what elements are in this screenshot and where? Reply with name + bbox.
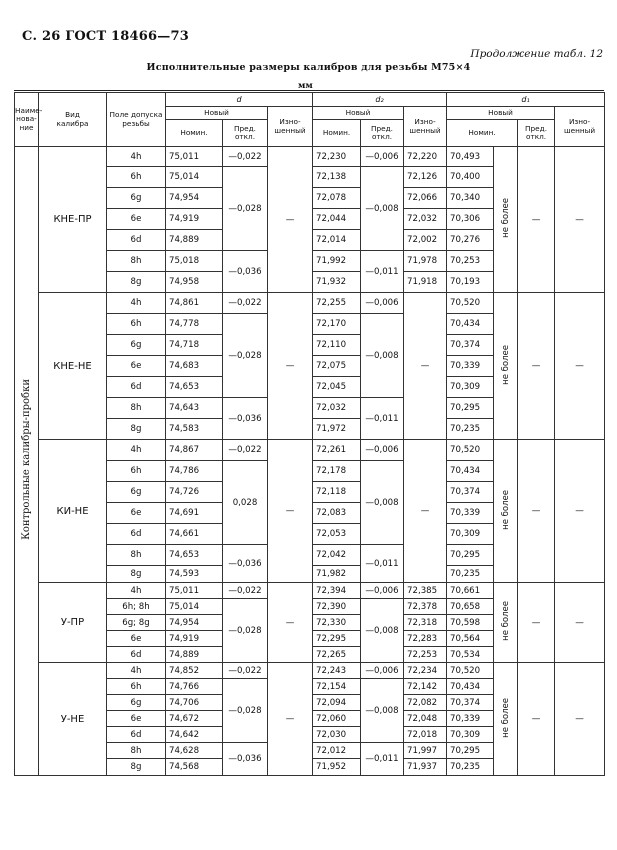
- d2-worn-cell: 72,082: [404, 695, 447, 711]
- d1-nom-cell: 70,295: [447, 545, 494, 566]
- d1-nom-cell: 70,306: [447, 209, 494, 230]
- tolerance-cell: 6h; 8h: [107, 599, 166, 615]
- d2-worn-cell: 72,378: [404, 599, 447, 615]
- d2-nom-cell: 71,972: [313, 419, 361, 440]
- not-more-cell: [494, 293, 518, 440]
- not-more-label: не более: [500, 697, 511, 738]
- tolerance-cell: 6h: [107, 461, 166, 482]
- tolerance-cell: 4h: [107, 583, 166, 599]
- d2-nom-cell: 72,045: [313, 377, 361, 398]
- gauge-type: У-ПР: [39, 583, 107, 663]
- d-nom-cell: 74,628: [166, 743, 223, 759]
- tolerance-cell: 8h: [107, 251, 166, 272]
- d-nom-cell: 75,011: [166, 583, 223, 599]
- d2-worn-cell: 72,385: [404, 583, 447, 599]
- d1-worn-cell: —: [555, 583, 605, 663]
- header-d2-worn: Изно- шенный: [404, 107, 447, 147]
- d2-nom-cell: 72,032: [313, 398, 361, 419]
- tolerance-cell: 6d: [107, 377, 166, 398]
- d-dev-cell: —0,028: [223, 679, 268, 743]
- table-row: [15, 440, 605, 461]
- d2-worn-cell: 72,048: [404, 711, 447, 727]
- gauge-type: У-НЕ: [39, 663, 107, 776]
- d-dev-cell: —0,036: [223, 398, 268, 440]
- d-nom-cell: 74,954: [166, 615, 223, 631]
- d1-nom-cell: 70,235: [447, 566, 494, 583]
- page-number: С. 26 ГОСТ 18466—73: [22, 29, 189, 44]
- header-name: Наиме- нова- ние: [15, 93, 39, 147]
- d1-nom-cell: 70,339: [447, 356, 494, 377]
- category-label: Контрольные калибры-пробки: [21, 379, 32, 540]
- d-nom-cell: 75,011: [166, 147, 223, 167]
- d2-nom-cell: 72,178: [313, 461, 361, 482]
- tolerance-cell: 6h: [107, 679, 166, 695]
- tolerance-cell: 6g: [107, 335, 166, 356]
- d-nom-cell: 74,683: [166, 356, 223, 377]
- d1-nom-cell: 70,374: [447, 482, 494, 503]
- d1-nom-cell: 70,434: [447, 461, 494, 482]
- d-dev-cell: —0,036: [223, 743, 268, 776]
- d-dev-cell: —0,036: [223, 545, 268, 583]
- tolerance-cell: 4h: [107, 293, 166, 314]
- d1-nom-cell: 70,564: [447, 631, 494, 647]
- d1-nom-cell: 70,374: [447, 695, 494, 711]
- d1-nom-cell: 70,309: [447, 377, 494, 398]
- d-dev-cell: 0,028: [223, 461, 268, 545]
- d1-nom-cell: 70,339: [447, 503, 494, 524]
- d1-worn-cell: —: [555, 147, 605, 293]
- d2-worn-cell: 72,283: [404, 631, 447, 647]
- tolerance-cell: 6d: [107, 727, 166, 743]
- d1-dev-cell: —: [518, 583, 555, 663]
- d2-dev-cell: —0,006: [361, 293, 404, 314]
- tolerance-cell: 6g: [107, 482, 166, 503]
- d2-dev-cell: —0,011: [361, 251, 404, 293]
- d1-nom-cell: 70,534: [447, 647, 494, 663]
- header-d2-nom: Номин.: [313, 120, 361, 147]
- d1-nom-cell: 70,253: [447, 251, 494, 272]
- d1-nom-cell: 70,295: [447, 398, 494, 419]
- d-nom-cell: 74,718: [166, 335, 223, 356]
- d2-worn-cell: 72,066: [404, 188, 447, 209]
- d-worn-cell: —: [268, 293, 313, 440]
- d1-nom-cell: 70,434: [447, 679, 494, 695]
- gauge-type: КНЕ-ПР: [39, 147, 107, 293]
- header-d-dev: Пред. откл.: [223, 120, 268, 147]
- d2-worn-cell: 71,997: [404, 743, 447, 759]
- header-d-new: Новый: [166, 107, 268, 120]
- d-nom-cell: 74,643: [166, 398, 223, 419]
- d2-nom-cell: 72,118: [313, 482, 361, 503]
- d1-nom-cell: 70,400: [447, 167, 494, 188]
- d-nom-cell: 74,852: [166, 663, 223, 679]
- d1-nom-cell: 70,235: [447, 419, 494, 440]
- header-d-worn: Изно- шенный: [268, 107, 313, 147]
- d-nom-cell: 74,726: [166, 482, 223, 503]
- d-nom-cell: 74,706: [166, 695, 223, 711]
- d2-worn-cell: 72,126: [404, 167, 447, 188]
- d2-worn-cell: 72,220: [404, 147, 447, 167]
- d1-nom-cell: 70,374: [447, 335, 494, 356]
- d-nom-cell: 74,583: [166, 419, 223, 440]
- tolerance-cell: 4h: [107, 440, 166, 461]
- d-worn-cell: —: [268, 147, 313, 293]
- d2-nom-cell: 72,044: [313, 209, 361, 230]
- d2-dev-cell: —0,008: [361, 461, 404, 545]
- d2-nom-cell: 71,982: [313, 566, 361, 583]
- d2-nom-cell: 72,094: [313, 695, 361, 711]
- d1-nom-cell: 70,598: [447, 615, 494, 631]
- tolerance-cell: 8g: [107, 272, 166, 293]
- d1-worn-cell: —: [555, 440, 605, 583]
- tolerance-cell: 8h: [107, 743, 166, 759]
- d2-dev-cell: —0,008: [361, 167, 404, 251]
- d-nom-cell: 74,786: [166, 461, 223, 482]
- tolerance-cell: 8h: [107, 398, 166, 419]
- d2-dev-cell: —0,008: [361, 599, 404, 663]
- not-more-cell: [494, 663, 518, 776]
- d2-worn-cell: 72,018: [404, 727, 447, 743]
- d-nom-cell: 74,568: [166, 759, 223, 776]
- d-dev-cell: —0,028: [223, 167, 268, 251]
- table-row: [15, 147, 605, 167]
- d-nom-cell: 74,954: [166, 188, 223, 209]
- tolerance-cell: 6e: [107, 631, 166, 647]
- table-title: Исполнительные размеры калибров для резьбы M75×4: [146, 62, 471, 73]
- tolerance-cell: 8g: [107, 759, 166, 776]
- not-more-cell: [494, 147, 518, 293]
- not-more-cell: [494, 583, 518, 663]
- d-nom-cell: 74,778: [166, 314, 223, 335]
- d-nom-cell: 74,919: [166, 209, 223, 230]
- d-nom-cell: 75,014: [166, 167, 223, 188]
- d-nom-cell: 74,691: [166, 503, 223, 524]
- d2-dev-cell: —0,011: [361, 743, 404, 776]
- tolerance-cell: 6e: [107, 503, 166, 524]
- d2-dev-cell: —0,008: [361, 314, 404, 398]
- header-d1-worn: Изно- шенный: [555, 107, 605, 147]
- d2-worn-cell: —: [404, 293, 447, 440]
- d2-dev-cell: —0,008: [361, 679, 404, 743]
- header-d2-dev: Пред. откл.: [361, 120, 404, 147]
- d1-nom-cell: 70,520: [447, 440, 494, 461]
- d2-nom-cell: 72,170: [313, 314, 361, 335]
- d1-nom-cell: 70,493: [447, 147, 494, 167]
- d2-dev-cell: —0,006: [361, 583, 404, 599]
- header-type: Вид калибра: [39, 93, 107, 147]
- d1-nom-cell: 70,309: [447, 524, 494, 545]
- d2-nom-cell: 71,932: [313, 272, 361, 293]
- d2-nom-cell: 72,075: [313, 356, 361, 377]
- d-nom-cell: 74,958: [166, 272, 223, 293]
- category-cell: [15, 147, 39, 776]
- d2-nom-cell: 72,014: [313, 230, 361, 251]
- d2-nom-cell: 72,078: [313, 188, 361, 209]
- d2-nom-cell: 72,110: [313, 335, 361, 356]
- table-row: [15, 293, 605, 314]
- header-d1-new: Новый: [447, 107, 555, 120]
- d2-nom-cell: 72,060: [313, 711, 361, 727]
- header-tolerance: Поле допуска резьбы: [107, 93, 166, 147]
- d2-nom-cell: 72,053: [313, 524, 361, 545]
- header-d2: d₂: [313, 93, 447, 107]
- table-row: [15, 583, 605, 599]
- d1-nom-cell: 70,193: [447, 272, 494, 293]
- header-d1-nom: Номин.: [447, 120, 518, 147]
- tolerance-cell: 6h: [107, 167, 166, 188]
- d2-dev-cell: —0,006: [361, 663, 404, 679]
- d2-nom-cell: 72,083: [313, 503, 361, 524]
- header-d1-dev: Пред. откл.: [518, 120, 555, 147]
- header-d-nom: Номин.: [166, 120, 223, 147]
- tolerance-cell: 6e: [107, 209, 166, 230]
- tolerance-cell: 6h: [107, 314, 166, 335]
- d-dev-cell: —0,036: [223, 251, 268, 293]
- d2-nom-cell: 72,154: [313, 679, 361, 695]
- tolerance-cell: 8h: [107, 545, 166, 566]
- d1-dev-cell: —: [518, 147, 555, 293]
- dimensions-table: [14, 92, 605, 776]
- d2-nom-cell: 71,952: [313, 759, 361, 776]
- d-nom-cell: 74,653: [166, 377, 223, 398]
- d-worn-cell: —: [268, 663, 313, 776]
- d-worn-cell: —: [268, 583, 313, 663]
- units-label: мм: [298, 81, 313, 91]
- d1-nom-cell: 70,340: [447, 188, 494, 209]
- d2-nom-cell: 72,030: [313, 727, 361, 743]
- not-more-label: не более: [500, 489, 511, 530]
- d2-nom-cell: 72,042: [313, 545, 361, 566]
- header-d: d: [166, 93, 313, 107]
- d2-nom-cell: 72,012: [313, 743, 361, 759]
- d1-dev-cell: —: [518, 663, 555, 776]
- tolerance-cell: 8g: [107, 566, 166, 583]
- d-dev-cell: —0,028: [223, 314, 268, 398]
- d2-worn-cell: 71,937: [404, 759, 447, 776]
- tolerance-cell: 8g: [107, 419, 166, 440]
- d-nom-cell: 74,661: [166, 524, 223, 545]
- d2-worn-cell: 71,978: [404, 251, 447, 272]
- d-nom-cell: 75,014: [166, 599, 223, 615]
- header-d1: d₁: [447, 93, 605, 107]
- d2-worn-cell: 72,032: [404, 209, 447, 230]
- d2-nom-cell: 72,138: [313, 167, 361, 188]
- d2-nom-cell: 72,261: [313, 440, 361, 461]
- tolerance-cell: 6d: [107, 647, 166, 663]
- d1-nom-cell: 70,339: [447, 711, 494, 727]
- d-dev-cell: —0,022: [223, 147, 268, 167]
- d-nom-cell: 74,642: [166, 727, 223, 743]
- d1-nom-cell: 70,295: [447, 743, 494, 759]
- d-nom-cell: 74,861: [166, 293, 223, 314]
- d-dev-cell: —0,022: [223, 663, 268, 679]
- gauge-type: КИ-НЕ: [39, 440, 107, 583]
- tolerance-cell: 6d: [107, 230, 166, 251]
- d2-worn-cell: 72,253: [404, 647, 447, 663]
- d2-worn-cell: 72,318: [404, 615, 447, 631]
- d-nom-cell: 74,766: [166, 679, 223, 695]
- d2-worn-cell: —: [404, 440, 447, 583]
- d2-nom-cell: 72,230: [313, 147, 361, 167]
- d2-dev-cell: —0,006: [361, 440, 404, 461]
- d2-nom-cell: 72,243: [313, 663, 361, 679]
- d2-worn-cell: 72,002: [404, 230, 447, 251]
- not-more-label: не более: [500, 198, 511, 238]
- d1-nom-cell: 70,520: [447, 663, 494, 679]
- tolerance-cell: 4h: [107, 663, 166, 679]
- d1-dev-cell: —: [518, 293, 555, 440]
- d2-dev-cell: —0,011: [361, 398, 404, 440]
- d2-worn-cell: 71,918: [404, 272, 447, 293]
- d-dev-cell: —0,022: [223, 583, 268, 599]
- d2-nom-cell: 72,394: [313, 583, 361, 599]
- d-nom-cell: 74,889: [166, 647, 223, 663]
- d-dev-cell: —0,022: [223, 440, 268, 461]
- d2-worn-cell: 72,234: [404, 663, 447, 679]
- tolerance-cell: 6g: [107, 695, 166, 711]
- d1-nom-cell: 70,520: [447, 293, 494, 314]
- d2-worn-cell: 72,142: [404, 679, 447, 695]
- d-nom-cell: 74,672: [166, 711, 223, 727]
- d2-nom-cell: 72,390: [313, 599, 361, 615]
- gauge-type: КНЕ-НЕ: [39, 293, 107, 440]
- table-row: [15, 663, 605, 679]
- not-more-label: не более: [500, 601, 511, 641]
- top-rule: [14, 90, 604, 91]
- d2-dev-cell: —0,011: [361, 545, 404, 583]
- d1-dev-cell: —: [518, 440, 555, 583]
- header-d2-new: Новый: [313, 107, 404, 120]
- not-more-cell: [494, 440, 518, 583]
- tolerance-cell: 6d: [107, 524, 166, 545]
- d2-nom-cell: 72,330: [313, 615, 361, 631]
- d-dev-cell: —0,022: [223, 293, 268, 314]
- d-nom-cell: 75,018: [166, 251, 223, 272]
- d1-nom-cell: 70,658: [447, 599, 494, 615]
- d-nom-cell: 74,919: [166, 631, 223, 647]
- d-nom-cell: 74,653: [166, 545, 223, 566]
- table-continuation: Продолжение табл. 12: [470, 48, 603, 60]
- tolerance-cell: 6g: [107, 188, 166, 209]
- d1-nom-cell: 70,434: [447, 314, 494, 335]
- d2-nom-cell: 72,265: [313, 647, 361, 663]
- d2-nom-cell: 72,255: [313, 293, 361, 314]
- d1-nom-cell: 70,235: [447, 759, 494, 776]
- d-nom-cell: 74,593: [166, 566, 223, 583]
- tolerance-cell: 6e: [107, 356, 166, 377]
- tolerance-cell: 6e: [107, 711, 166, 727]
- d1-worn-cell: —: [555, 293, 605, 440]
- d1-nom-cell: 70,661: [447, 583, 494, 599]
- d-worn-cell: —: [268, 440, 313, 583]
- d1-worn-cell: —: [555, 663, 605, 776]
- d1-nom-cell: 70,276: [447, 230, 494, 251]
- d-nom-cell: 74,867: [166, 440, 223, 461]
- d-dev-cell: —0,028: [223, 599, 268, 663]
- d-nom-cell: 74,889: [166, 230, 223, 251]
- d2-nom-cell: 71,992: [313, 251, 361, 272]
- d1-nom-cell: 70,309: [447, 727, 494, 743]
- not-more-label: не более: [500, 344, 511, 385]
- d2-dev-cell: —0,006: [361, 147, 404, 167]
- d2-nom-cell: 72,295: [313, 631, 361, 647]
- tolerance-cell: 6g; 8g: [107, 615, 166, 631]
- tolerance-cell: 4h: [107, 147, 166, 167]
